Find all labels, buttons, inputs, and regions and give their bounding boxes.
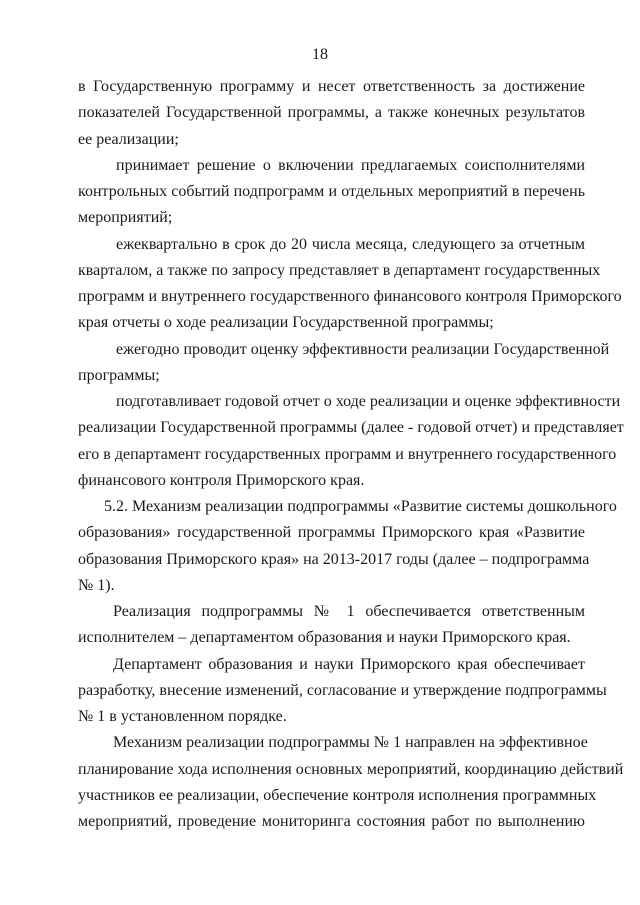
text-line: № 1). bbox=[78, 576, 115, 594]
text-line: реализации Государственной программы (далее - годовой отчет) и представляет bbox=[78, 419, 624, 437]
text-line: образования» государственной программы Приморского края «Развитие bbox=[78, 524, 585, 542]
section-heading-line: 5.2. Механизм реализации подпрограммы «Развитие системы дошкольного bbox=[104, 498, 617, 515]
document-body bbox=[78, 74, 624, 835]
text-line: ежегодно проводит оценку эффективности реализации Государственной bbox=[116, 340, 610, 358]
text-line: принимает решение о включении предлагаемых соисполнителями bbox=[116, 156, 585, 174]
text-line: ее реализации; bbox=[78, 130, 179, 148]
text-line: планирование хода исполнения основных мероприятий, координацию действий bbox=[78, 760, 624, 778]
text-line: Механизм реализации подпрограммы № 1 направлен на эффективное bbox=[113, 734, 588, 752]
text-line: программы; bbox=[78, 366, 160, 384]
text-line: подготавливает годовой отчет о ходе реализации и оценке эффективности bbox=[116, 393, 621, 410]
text-line: кварталом, а также по запросу представляет в департамент государственных bbox=[78, 261, 601, 279]
text-line: в Государственную программу и несет ответственность за достижение bbox=[78, 78, 585, 95]
text-line: ежеквартально в срок до 20 числа месяца, следующего за отчетным bbox=[116, 235, 585, 253]
text-line: № 1 в установленном порядке. bbox=[78, 708, 287, 725]
text-line: показателей Государственной программы, а также конечных результатов bbox=[78, 104, 585, 122]
text-line: мероприятий, проведение мониторинга состояния работ по выполнению bbox=[78, 813, 585, 830]
text-line: разработку, внесение изменений, согласование и утверждение подпрограммы bbox=[78, 681, 607, 699]
text-line: Реализация подпрограммы № 1 обеспечивается ответственным bbox=[113, 603, 585, 620]
text-line: финансового контроля Приморского края. bbox=[78, 471, 365, 489]
text-line: края отчеты о ходе реализации Государственной программы; bbox=[78, 314, 494, 332]
text-line: участников ее реализации, обеспечение контроля исполнения программных bbox=[78, 786, 597, 804]
text-line: исполнителем – департаментом образования и науки Приморского края. bbox=[78, 629, 571, 647]
text-line: его в департамент государственных программ и внутреннего государственного bbox=[78, 445, 617, 463]
page-number: 18 bbox=[312, 46, 328, 63]
text-line: программ и внутреннего государственного финансового контроля Приморского bbox=[78, 288, 622, 305]
text-line: контрольных событий подпрограмм и отдельных мероприятий в перечень bbox=[78, 183, 585, 200]
text-line: Департамент образования и науки Приморского края обеспечивает bbox=[113, 655, 585, 673]
text-line: образования Приморского края» на 2013-2017 годы (далее – подпрограмма bbox=[78, 550, 590, 568]
text-line: мероприятий; bbox=[78, 209, 173, 227]
